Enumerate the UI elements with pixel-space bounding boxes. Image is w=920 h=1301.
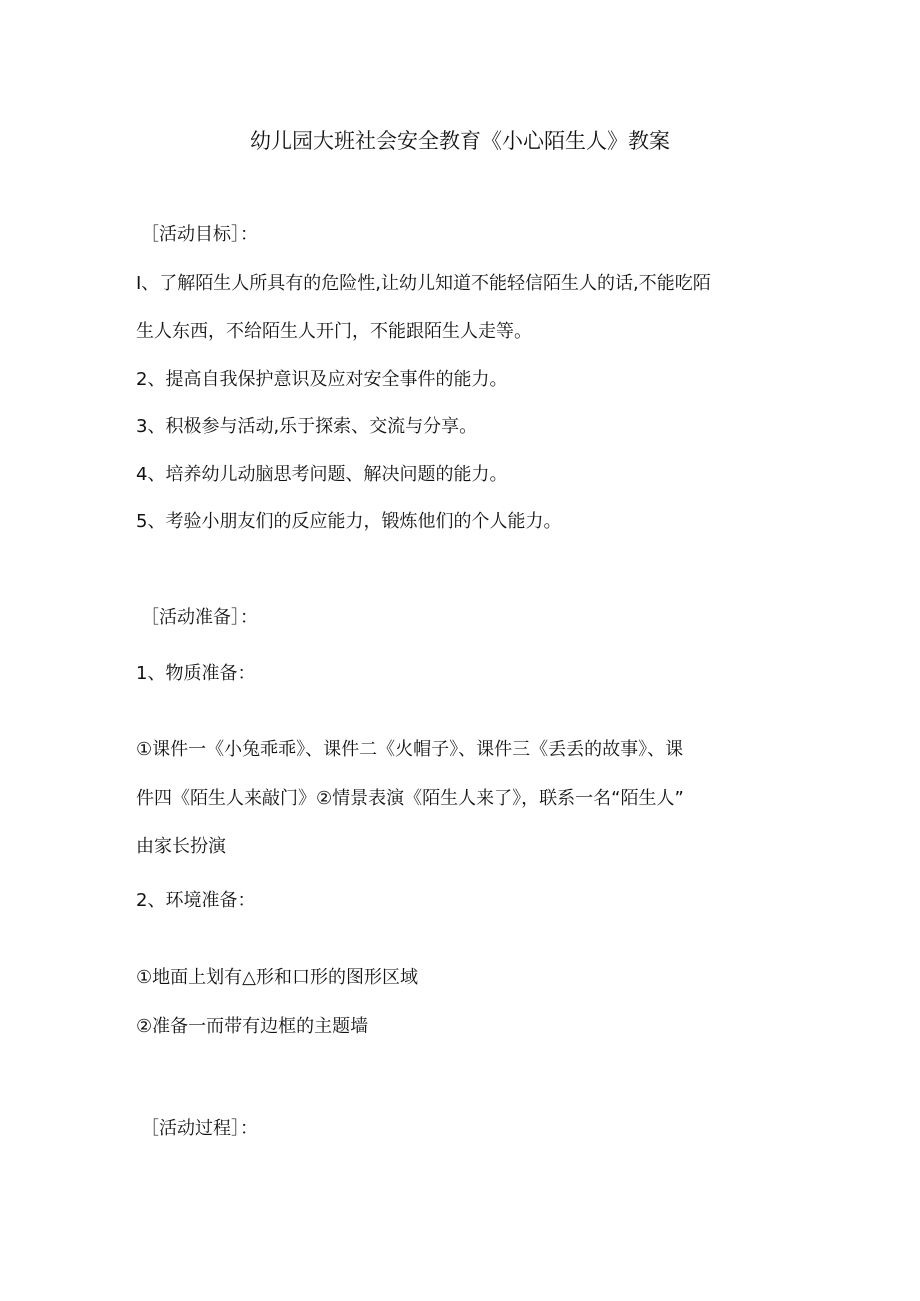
document-title: 幼儿园大班社会安全教育《小心陌生人》教案 [250,129,670,153]
preparation-environment-line-2: ②准备一而带有边框的主题墙 [136,1016,369,1037]
goal-5: 5、考验小朋友们的反应能力，锻炼他们的个人能力。 [136,511,562,532]
preparation-material-line-3: 由家长扮演 [136,836,226,857]
section-heading-process: ［活动过程］： [141,1118,258,1139]
preparation-environment-heading: 2、环境准备： [136,890,256,911]
preparation-environment-line-1: ①地面上划有△形和口形的图形区域 [136,967,418,988]
goal-1-line-1: I、了解陌生人所具有的危险性,让幼儿知道不能轻信陌生人的话,不能吃陌 [136,273,711,294]
goal-4: 4、培养幼儿动脑思考问题、解决问题的能力。 [136,464,508,485]
goal-1-line-2: 生人东西，不给陌生人开门，不能跟陌生人走等。 [136,321,532,342]
goal-2: 2、提高自我保护意识及应对安全事件的能力。 [136,369,508,390]
preparation-material-line-1: ①课件一《小兔乖乖》、课件二《火帽子》、课件三《丢丢的故事》、课 [136,739,684,760]
section-heading-preparation: ［活动准备］： [141,607,258,628]
goal-3: 3、积极参与活动,乐于探索、交流与分享。 [136,416,478,437]
preparation-material-line-2: 件四《陌生人来敲门》②情景表演《陌生人来了》，联系一名“陌生人” [136,788,684,809]
section-heading-goals: ［活动目标］： [141,224,258,245]
preparation-material-heading: 1、物质准备： [136,663,256,684]
